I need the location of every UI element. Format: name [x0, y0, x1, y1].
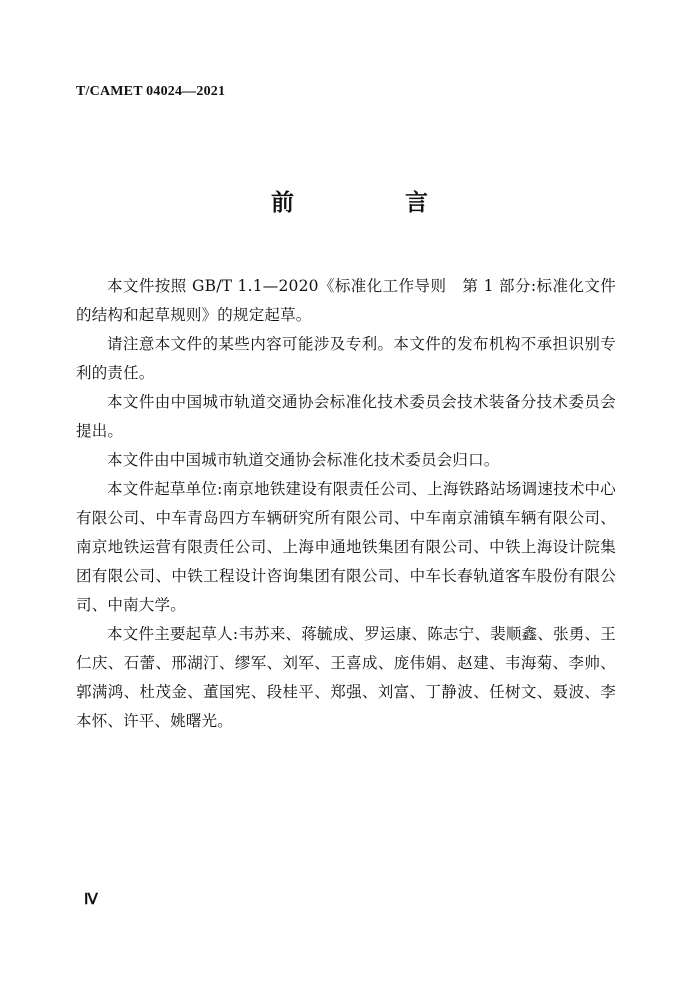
paragraph-proposed-by: 本文件由中国城市轨道交通协会标准化技术委员会技术装备分技术委员会提出。 — [76, 393, 616, 440]
paragraph-patent-notice: 请注意本文件的某些内容可能涉及专利。本文件的发布机构不承担识别专利的责任。 — [76, 335, 616, 382]
page-number: Ⅳ — [84, 892, 98, 908]
paragraph-drafting-units: 本文件起草单位:南京地铁建设有限责任公司、上海铁路站场调速技术中心有限公司、中车青岛四方车辆研究所有限公司、中车南京浦镇车辆有限公司、南京地铁运营有限责任公司、上海申通地铁集团有限公司、中铁上海设计院集团有限公司、中铁工程设计咨询集团有限公司、中车长春轨道客车股份有限公司、中南大学。 — [76, 480, 616, 614]
paragraph-drafters: 本文件主要起草人:韦苏来、蒋毓成、罗运康、陈志宁、裴顺鑫、张勇、王仁庆、石蕾、邢湖汀、缪军、刘军、王喜成、庞伟娟、赵建、韦海菊、李帅、郭满鸿、杜茂金、董国宪、段桂平、郑强、刘富、丁静波、任树文、聂波、李本怀、许平、姚曙光。 — [76, 625, 616, 730]
paragraph-drafting-rules: 本文件按照 GB/T 1.1—2020《标准化工作导则 第 1 部分:标准化文件的结构和起草规则》的规定起草。 — [76, 277, 616, 324]
standard-code: T/CAMET 04024—2021 — [76, 84, 226, 99]
foreword-body — [76, 272, 616, 736]
page-title: 前 言 — [271, 190, 472, 216]
paragraph-centralized-by: 本文件由中国城市轨道交通协会标准化技术委员会归口。 — [107, 451, 500, 469]
